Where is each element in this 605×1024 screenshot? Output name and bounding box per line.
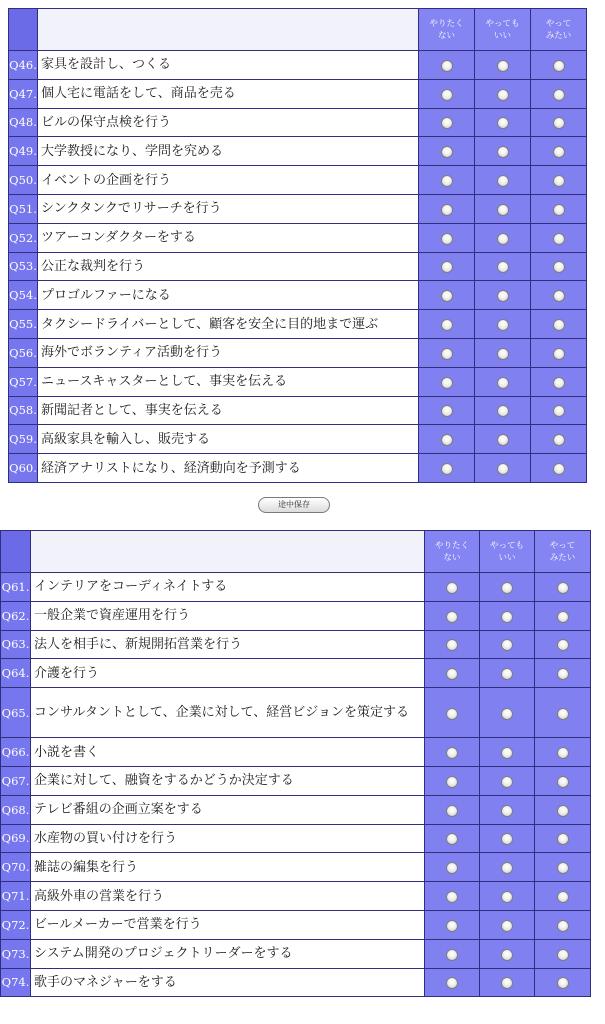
radio-cell <box>475 367 531 396</box>
radio-cell <box>475 108 531 137</box>
radio-not-want[interactable] <box>446 805 458 817</box>
radio-want[interactable] <box>557 805 569 817</box>
question-text: システム開発のプロジェクトリーダーをする <box>31 939 425 968</box>
radio-ok[interactable] <box>501 833 513 845</box>
radio-cell <box>480 738 535 767</box>
radio-cell <box>531 425 587 454</box>
radio-not-want[interactable] <box>446 977 458 989</box>
radio-cell <box>475 310 531 339</box>
radio-cell <box>531 338 587 367</box>
question-text: ビルの保守点検を行う <box>38 108 419 137</box>
radio-cell <box>535 910 591 939</box>
radio-cell <box>531 223 587 252</box>
question-number: Q67. <box>1 766 31 795</box>
radio-want[interactable] <box>553 261 565 273</box>
column-header-not-want: やりたく ない <box>425 531 480 573</box>
radio-cell <box>531 137 587 166</box>
radio-cell <box>425 573 480 602</box>
radio-cell <box>535 853 591 882</box>
radio-cell <box>419 454 475 483</box>
radio-cell <box>531 51 587 80</box>
radio-ok[interactable] <box>501 949 513 961</box>
radio-cell <box>531 396 587 425</box>
question-number: Q49. <box>9 137 38 166</box>
radio-ok[interactable] <box>497 175 509 187</box>
radio-ok[interactable] <box>501 776 513 788</box>
question-row <box>9 281 587 310</box>
radio-want[interactable] <box>553 377 565 389</box>
radio-cell <box>531 454 587 483</box>
question-row <box>1 659 591 688</box>
question-text: 海外でボランティア活動を行う <box>38 338 419 367</box>
table-header-row <box>1 531 591 573</box>
question-row <box>1 939 591 968</box>
column-header-ok: やっても いい <box>475 9 531 51</box>
radio-cell <box>425 601 480 630</box>
question-number: Q71. <box>1 882 31 911</box>
radio-cell <box>425 688 480 738</box>
question-table-1-body <box>9 9 587 483</box>
radio-want[interactable] <box>557 708 569 720</box>
radio-ok[interactable] <box>501 862 513 874</box>
radio-not-want[interactable] <box>441 89 453 101</box>
radio-ok[interactable] <box>497 89 509 101</box>
question-table-2-body <box>1 531 591 997</box>
question-row <box>9 367 587 396</box>
question-row <box>1 968 591 997</box>
radio-cell <box>480 659 535 688</box>
column-header-want: やって みたい <box>535 531 591 573</box>
radio-want[interactable] <box>557 639 569 651</box>
question-number: Q57. <box>9 367 38 396</box>
radio-cell <box>475 51 531 80</box>
radio-want[interactable] <box>557 776 569 788</box>
radio-not-want[interactable] <box>441 348 453 360</box>
radio-cell <box>419 51 475 80</box>
radio-cell <box>419 425 475 454</box>
radio-ok[interactable] <box>501 920 513 932</box>
radio-cell <box>425 795 480 824</box>
radio-cell <box>419 137 475 166</box>
header-blank-cell <box>38 9 419 51</box>
question-row <box>9 108 587 137</box>
radio-cell <box>419 338 475 367</box>
radio-not-want[interactable] <box>446 611 458 623</box>
radio-cell <box>480 853 535 882</box>
question-table-2 <box>0 530 591 997</box>
radio-cell <box>480 968 535 997</box>
question-row <box>1 853 591 882</box>
radio-ok[interactable] <box>501 708 513 720</box>
question-number: Q55. <box>9 310 38 339</box>
question-number: Q64. <box>1 659 31 688</box>
column-header-want: やって みたい <box>531 9 587 51</box>
radio-not-want[interactable] <box>446 639 458 651</box>
question-text: 家具を設計し、つくる <box>38 51 419 80</box>
radio-cell <box>535 688 591 738</box>
radio-not-want[interactable] <box>441 146 453 158</box>
question-number: Q58. <box>9 396 38 425</box>
question-text: コンサルタントとして、企業に対して、経営ビジョンを策定する <box>31 688 425 738</box>
radio-cell <box>475 166 531 195</box>
radio-cell <box>425 630 480 659</box>
radio-want[interactable] <box>553 146 565 158</box>
radio-not-want[interactable] <box>441 463 453 475</box>
radio-not-want[interactable] <box>441 117 453 129</box>
question-text: テレビ番組の企画立案をする <box>31 795 425 824</box>
question-row <box>9 396 587 425</box>
radio-cell <box>535 939 591 968</box>
radio-not-want[interactable] <box>446 949 458 961</box>
question-number: Q61. <box>1 573 31 602</box>
table-header-row <box>9 9 587 51</box>
question-text: プロゴルファーになる <box>38 281 419 310</box>
radio-ok[interactable] <box>497 60 509 72</box>
radio-cell <box>475 79 531 108</box>
radio-cell <box>425 853 480 882</box>
radio-want[interactable] <box>553 204 565 216</box>
question-row <box>1 766 591 795</box>
column-header-not-want: やりたく ない <box>419 9 475 51</box>
radio-ok[interactable] <box>501 805 513 817</box>
radio-cell <box>480 910 535 939</box>
question-number: Q62. <box>1 601 31 630</box>
question-number: Q59. <box>9 425 38 454</box>
question-text: インテリアをコーディネイトする <box>31 573 425 602</box>
radio-cell <box>425 939 480 968</box>
question-text: 個人宅に電話をして、商品を売る <box>38 79 419 108</box>
question-row <box>1 688 591 738</box>
radio-cell <box>419 310 475 339</box>
question-number: Q46. <box>9 51 38 80</box>
radio-cell <box>480 882 535 911</box>
radio-ok[interactable] <box>497 377 509 389</box>
question-row <box>1 738 591 767</box>
radio-ok[interactable] <box>501 977 513 989</box>
radio-not-want[interactable] <box>446 708 458 720</box>
question-row <box>9 194 587 223</box>
header-number-cell <box>9 9 38 51</box>
radio-cell <box>419 166 475 195</box>
radio-cell <box>475 137 531 166</box>
radio-want[interactable] <box>553 319 565 331</box>
radio-cell <box>480 939 535 968</box>
radio-cell <box>425 824 480 853</box>
question-text: タクシードライバーとして、顧客を安全に目的地まで運ぶ <box>38 310 419 339</box>
radio-want[interactable] <box>557 891 569 903</box>
radio-want[interactable] <box>553 434 565 446</box>
question-row <box>1 630 591 659</box>
radio-not-want[interactable] <box>446 747 458 759</box>
question-number: Q50. <box>9 166 38 195</box>
question-text: 企業に対して、融資をするかどうか決定する <box>31 766 425 795</box>
radio-cell <box>480 630 535 659</box>
radio-want[interactable] <box>553 89 565 101</box>
question-number: Q65. <box>1 688 31 738</box>
question-row <box>9 51 587 80</box>
radio-cell <box>475 223 531 252</box>
radio-want[interactable] <box>557 611 569 623</box>
question-number: Q60. <box>9 454 38 483</box>
radio-not-want[interactable] <box>441 175 453 187</box>
radio-want[interactable] <box>553 175 565 187</box>
radio-cell <box>535 882 591 911</box>
radio-ok[interactable] <box>497 261 509 273</box>
radio-cell <box>419 252 475 281</box>
header-number-cell <box>1 531 31 573</box>
question-text: 一般企業で資産運用を行う <box>31 601 425 630</box>
radio-cell <box>535 824 591 853</box>
radio-cell <box>425 766 480 795</box>
question-number: Q48. <box>9 108 38 137</box>
question-number: Q54. <box>9 281 38 310</box>
radio-want[interactable] <box>557 833 569 845</box>
radio-want[interactable] <box>553 463 565 475</box>
radio-ok[interactable] <box>497 117 509 129</box>
question-text: 小説を書く <box>31 738 425 767</box>
question-row <box>9 223 587 252</box>
question-text: 水産物の買い付けを行う <box>31 824 425 853</box>
question-number: Q70. <box>1 853 31 882</box>
question-number: Q56. <box>9 338 38 367</box>
radio-not-want[interactable] <box>441 290 453 302</box>
radio-ok[interactable] <box>497 434 509 446</box>
radio-cell <box>419 79 475 108</box>
question-row <box>9 79 587 108</box>
radio-not-want[interactable] <box>441 377 453 389</box>
question-number: Q51. <box>9 194 38 223</box>
radio-cell <box>535 738 591 767</box>
radio-want[interactable] <box>553 348 565 360</box>
radio-want[interactable] <box>557 920 569 932</box>
radio-cell <box>419 281 475 310</box>
radio-cell <box>419 194 475 223</box>
radio-want[interactable] <box>553 117 565 129</box>
radio-not-want[interactable] <box>441 434 453 446</box>
question-text: 高級家具を輸入し、販売する <box>38 425 419 454</box>
radio-cell <box>419 367 475 396</box>
radio-cell <box>531 281 587 310</box>
question-row <box>1 601 591 630</box>
radio-ok[interactable] <box>501 747 513 759</box>
radio-want[interactable] <box>553 290 565 302</box>
question-number: Q69. <box>1 824 31 853</box>
question-text: 高級外車の営業を行う <box>31 882 425 911</box>
question-row <box>9 252 587 281</box>
radio-want[interactable] <box>557 949 569 961</box>
question-row <box>9 310 587 339</box>
radio-cell <box>480 601 535 630</box>
radio-cell <box>475 281 531 310</box>
radio-cell <box>535 968 591 997</box>
radio-ok[interactable] <box>497 463 509 475</box>
radio-cell <box>531 108 587 137</box>
question-text: 介護を行う <box>31 659 425 688</box>
radio-not-want[interactable] <box>441 60 453 72</box>
radio-cell <box>475 454 531 483</box>
radio-cell <box>535 573 591 602</box>
question-number: Q47. <box>9 79 38 108</box>
question-row <box>9 338 587 367</box>
question-row <box>1 910 591 939</box>
radio-cell <box>480 795 535 824</box>
radio-ok[interactable] <box>497 405 509 417</box>
question-number: Q63. <box>1 630 31 659</box>
radio-cell <box>531 310 587 339</box>
radio-cell <box>535 766 591 795</box>
radio-cell <box>535 659 591 688</box>
radio-not-want[interactable] <box>441 261 453 273</box>
question-number: Q52. <box>9 223 38 252</box>
radio-cell <box>531 194 587 223</box>
question-text: 雑誌の編集を行う <box>31 853 425 882</box>
radio-want[interactable] <box>557 668 569 680</box>
radio-not-want[interactable] <box>446 891 458 903</box>
radio-want[interactable] <box>553 405 565 417</box>
radio-ok[interactable] <box>501 582 513 594</box>
radio-not-want[interactable] <box>441 204 453 216</box>
radio-cell <box>535 795 591 824</box>
question-text: 法人を相手に、新規開拓営業を行う <box>31 630 425 659</box>
radio-not-want[interactable] <box>446 920 458 932</box>
radio-cell <box>425 738 480 767</box>
radio-want[interactable] <box>557 582 569 594</box>
question-text: 大学教授になり、学問を究める <box>38 137 419 166</box>
question-row <box>9 454 587 483</box>
question-number: Q68. <box>1 795 31 824</box>
radio-cell <box>425 882 480 911</box>
radio-ok[interactable] <box>497 233 509 245</box>
radio-cell <box>475 425 531 454</box>
radio-cell <box>535 630 591 659</box>
question-number: Q74. <box>1 968 31 997</box>
radio-not-want[interactable] <box>446 668 458 680</box>
radio-cell <box>531 166 587 195</box>
question-number: Q72. <box>1 910 31 939</box>
radio-not-want[interactable] <box>441 233 453 245</box>
radio-cell <box>475 194 531 223</box>
radio-not-want[interactable] <box>441 319 453 331</box>
radio-ok[interactable] <box>501 668 513 680</box>
radio-cell <box>531 79 587 108</box>
radio-ok[interactable] <box>501 891 513 903</box>
question-row <box>9 425 587 454</box>
radio-not-want[interactable] <box>446 582 458 594</box>
radio-ok[interactable] <box>497 204 509 216</box>
radio-cell <box>480 824 535 853</box>
question-text: ニュースキャスターとして、事実を伝える <box>38 367 419 396</box>
radio-cell <box>480 688 535 738</box>
radio-cell <box>531 252 587 281</box>
question-text: 新聞記者として、事実を伝える <box>38 396 419 425</box>
radio-ok[interactable] <box>497 146 509 158</box>
radio-not-want[interactable] <box>446 833 458 845</box>
radio-want[interactable] <box>557 862 569 874</box>
header-blank-cell <box>31 531 425 573</box>
question-text: シンクタンクでリサーチを行う <box>38 194 419 223</box>
radio-cell <box>531 367 587 396</box>
radio-not-want[interactable] <box>446 776 458 788</box>
radio-ok[interactable] <box>497 290 509 302</box>
radio-want[interactable] <box>553 60 565 72</box>
radio-cell <box>419 223 475 252</box>
question-row <box>1 824 591 853</box>
radio-want[interactable] <box>557 747 569 759</box>
radio-cell <box>425 910 480 939</box>
question-text: 公正な裁判を行う <box>38 252 419 281</box>
radio-not-want[interactable] <box>441 405 453 417</box>
question-text: ツアーコンダクターをする <box>38 223 419 252</box>
question-text: 歌手のマネジャーをする <box>31 968 425 997</box>
question-row <box>1 882 591 911</box>
radio-cell <box>475 338 531 367</box>
radio-cell <box>425 968 480 997</box>
question-table-1 <box>8 8 587 483</box>
radio-not-want[interactable] <box>446 862 458 874</box>
question-number: Q73. <box>1 939 31 968</box>
question-text: ビールメーカーで営業を行う <box>31 910 425 939</box>
radio-cell <box>535 601 591 630</box>
radio-ok[interactable] <box>501 611 513 623</box>
question-number: Q66. <box>1 738 31 767</box>
save-progress-button[interactable]: 途中保存 <box>258 497 330 513</box>
radio-cell <box>419 108 475 137</box>
question-text: イベントの企画を行う <box>38 166 419 195</box>
question-text: 経済アナリストになり、経済動向を予測する <box>38 454 419 483</box>
question-row <box>9 166 587 195</box>
radio-ok[interactable] <box>497 348 509 360</box>
radio-ok[interactable] <box>501 639 513 651</box>
question-row <box>1 795 591 824</box>
radio-want[interactable] <box>557 977 569 989</box>
radio-cell <box>425 659 480 688</box>
radio-cell <box>475 396 531 425</box>
radio-want[interactable] <box>553 233 565 245</box>
radio-ok[interactable] <box>497 319 509 331</box>
column-header-ok: やっても いい <box>480 531 535 573</box>
radio-cell <box>475 252 531 281</box>
question-row <box>9 137 587 166</box>
radio-cell <box>419 396 475 425</box>
radio-cell <box>480 766 535 795</box>
question-number: Q53. <box>9 252 38 281</box>
radio-cell <box>480 573 535 602</box>
question-row <box>1 573 591 602</box>
